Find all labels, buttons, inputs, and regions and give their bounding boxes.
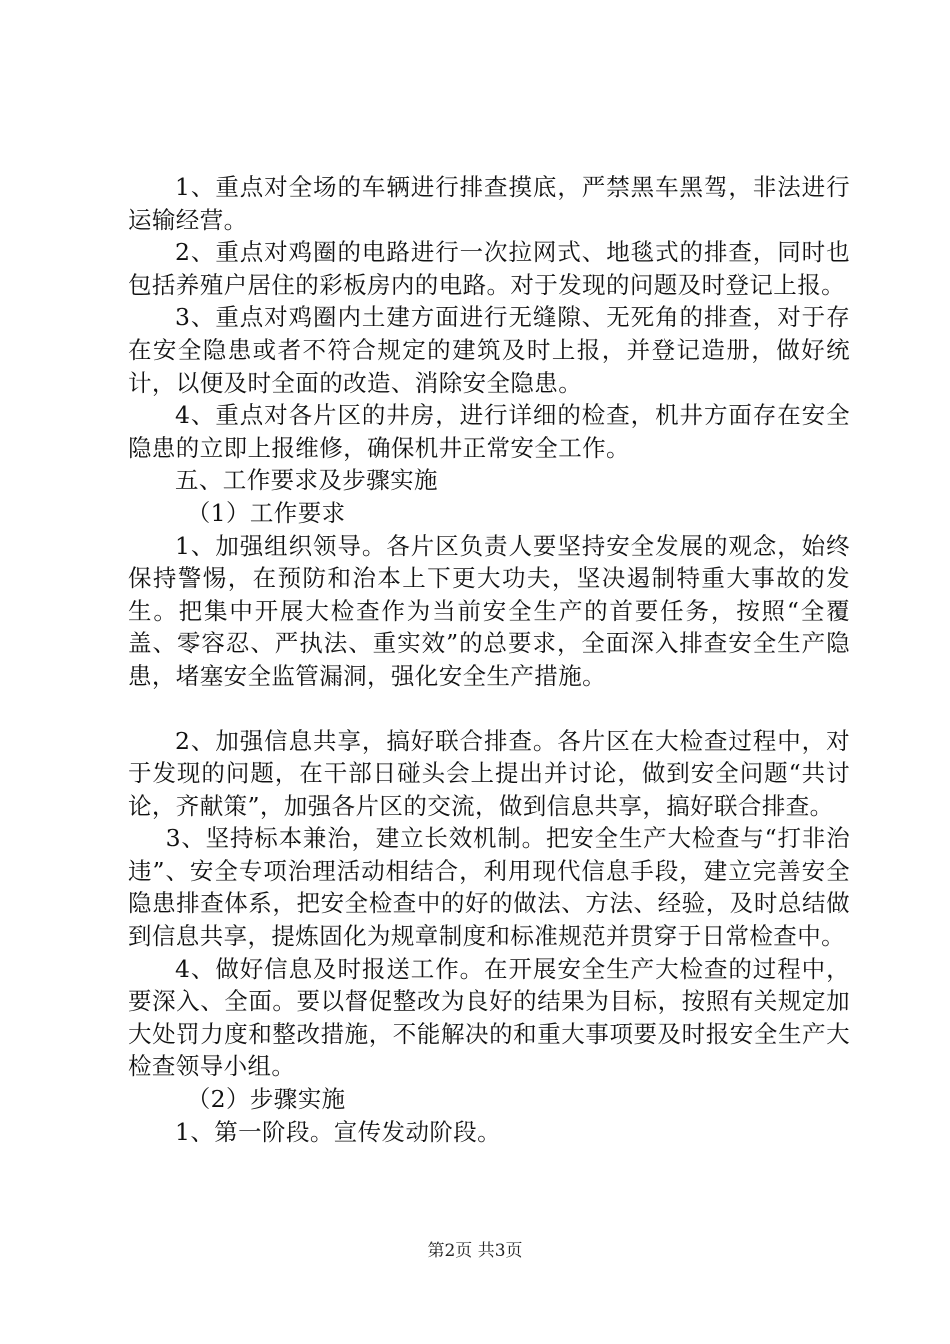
paragraph-first-stage: 1、第一阶段。宣传发动阶段。: [175, 1117, 502, 1146]
subheading-work-requirements: （1）工作要求: [186, 498, 346, 527]
section-heading-requirements-and-steps: 五、工作要求及步骤实施: [175, 466, 438, 495]
paragraph-timely-reporting: 4、做好信息及时报送工作。在开展安全生产大检查的过程中，要深入、全面。要以督促整改为良好的结果为目标，按照有关规定加大处罚力度和整改措施，不能解决的和重大事项要及时报安全生产大检查领导小组。: [128, 954, 850, 1081]
paragraph-information-sharing: 2、加强信息共享，搞好联合排查。各片区在大检查过程中，对于发现的问题，在干部日碰头会上提出并讨论，做到安全问题“共讨论，齐献策”，加强各片区的交流，做到信息共享，搞好联合排查。: [128, 726, 850, 820]
document-body: [128, 171, 850, 1148]
paragraph-circuit-inspection: 2、重点对鸡圈的电路进行一次拉网式、地毯式的排查，同时也包括养殖户居住的彩板房内的电路。对于发现的问题及时登记上报。: [128, 238, 850, 299]
paragraph-gap: [128, 693, 850, 725]
paragraph-organization-leadership: 1、加强组织领导。各片区负责人要坚持安全发展的观念，始终保持警惕，在预防和治本上下更大功夫，坚决遏制特重大事故的发生。把集中开展大检查作为当前安全生产的首要任务，按照“全覆盖、零容忍、严执法、重实效”的总要求，全面深入排查安全生产隐患，堵塞安全监管漏洞，强化安全生产措施。: [128, 531, 850, 690]
paragraph-vehicle-inspection: 1、重点对全场的车辆进行排查摸底，严禁黑车黑驾，非法进行运输经营。: [128, 173, 850, 234]
paragraph-long-term-mechanism: 3、坚持标本兼治，建立长效机制。把安全生产大检查与“打非治违”、安全专项治理活动相结合，利用现代信息手段，建立完善安全隐患排查体系，把安全检查中的好的做法、方法、经验，及时总结做到信息共享，提炼固化为规章制度和标准规范并贯穿于日常检查中。: [128, 824, 850, 951]
subheading-implementation-steps: （2）步骤实施: [186, 1085, 346, 1114]
paragraph-well-inspection: 4、重点对各片区的井房，进行详细的检查，机井方面存在安全隐患的立即上报维修，确保机井正常安全工作。: [128, 401, 850, 462]
page-number-footer: 第2页 共3页: [427, 1241, 523, 1261]
paragraph-construction-inspection: 3、重点对鸡圈内土建方面进行无缝隙、无死角的排查，对于存在安全隐患或者不符合规定的建筑及时上报，并登记造册，做好统计，以便及时全面的改造、消除安全隐患。: [128, 303, 850, 397]
